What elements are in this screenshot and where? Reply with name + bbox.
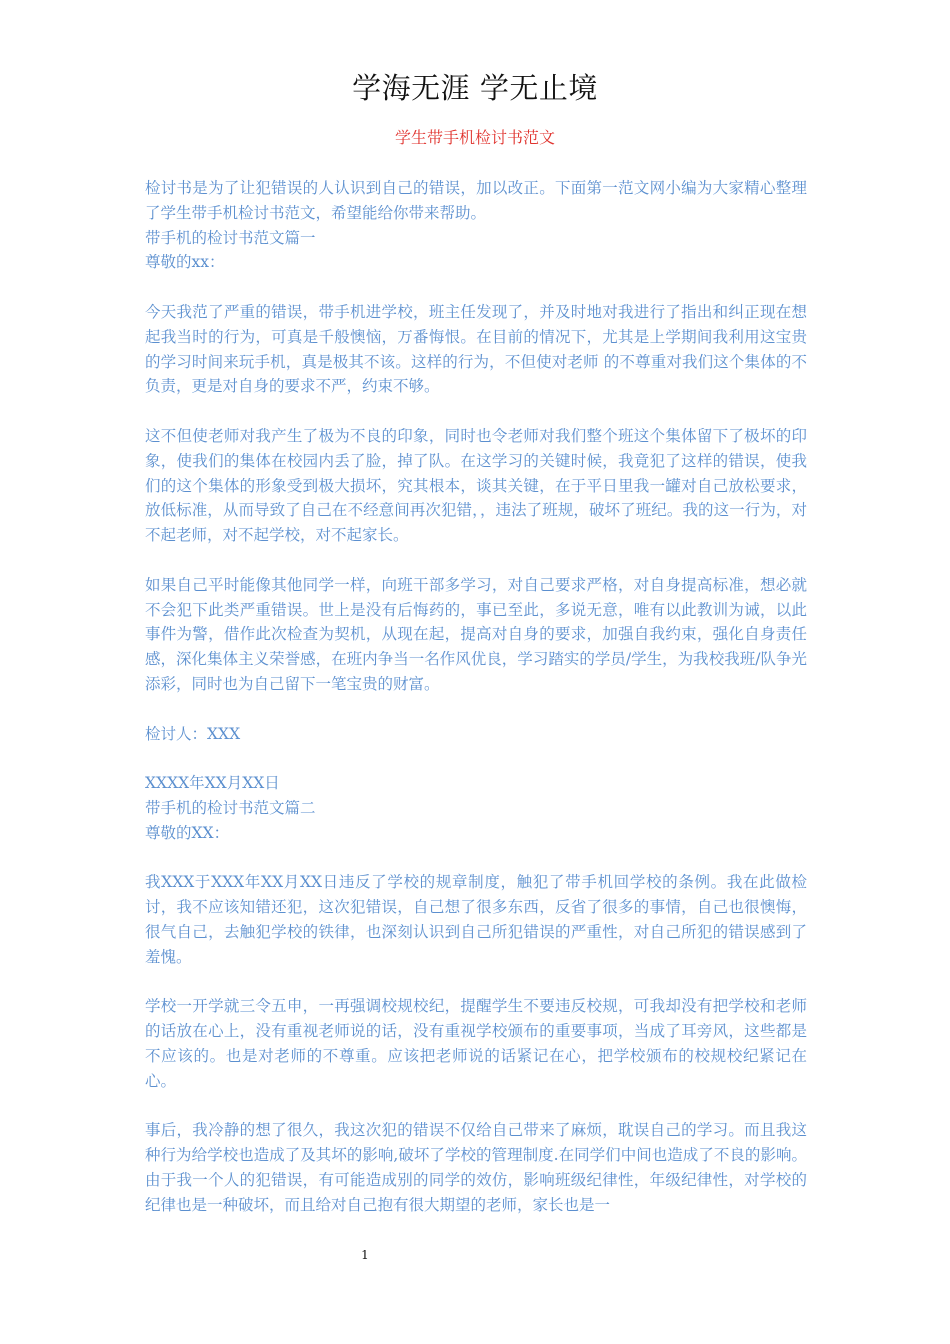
date-line: XXXX年XX月XX日 bbox=[145, 774, 280, 793]
body-paragraph: 事后，我冷静的想了很久，我这次犯的错误不仅给自己带来了麻烦，耽误自己的学习。而且我这种行为给学校也造成了及其坏的影响,破坏了学校的管理制度.在同学们中间也造成了不良的影响。由于我一个人的犯错误，有可能造成别的同学的效仿，影响班级纪律性，年级纪律性，对学校的纪律也是一种破坏，而且给对自己抱有很大期望的老师，家长也是一 bbox=[145, 1121, 807, 1214]
body-paragraph: 学校一开学就三令五申，一再强调校规校纪，提醒学生不要违反校规，可我却没有把学校和老师的话放在心上，没有重视老师说的话，没有重视学校颁布的重要事项，当成了耳旁风，这些都是不应该的。也是对老师的不尊重。应该把老师说的话紧记在心，把学校颁布的校规校纪紧记在心。 bbox=[145, 997, 807, 1090]
paragraph-gap bbox=[145, 1093, 807, 1118]
header-title: 学海无涯 学无止境 bbox=[352, 71, 598, 105]
signer-line: 检讨人：XXX bbox=[145, 724, 241, 743]
paragraph-gap bbox=[145, 399, 807, 424]
paragraph-gap bbox=[145, 548, 807, 573]
body-paragraph: 这不但使老师对我产生了极为不良的印象，同时也令老师对我们整个班这个集体留下了极坏的印象，使我们的集体在校园内丢了脸，掉了队。在这学习的关键时候，我竟犯了这样的错误，使我们的这个集体的形象受到极大损坏，究其根本，谈其关键，在于平日里我一罐对自己放松要求，放低标准，从而导致了自己在不经意间再次犯错，，违法了班规，破坏了班纪。我的这一行为，对不起老师，对不起学校，对不起家长。 bbox=[145, 426, 807, 545]
document-title: 学生带手机检讨书范文 bbox=[394, 128, 555, 147]
section-heading: 带手机的检讨书范文篇一 bbox=[145, 228, 316, 247]
body-paragraph: 如果自己平时能像其他同学一样，向班干部多学习，对自己要求严格，对自身提高标准，想必就不会犯下此类严重错误。世上是没有后悔药的，事已至此，多说无意，唯有以此教训为诫，以此事件为警，借作此次检查为契机，从现在起，提高对自身的要求，加强自我约束，强化自身责任感，深化集体主义荣誉感，在班内争当一名作风优良，学习踏实的学员/学生，为我校我班/队争光添彩，同时也为自己留下一笔宝贵的财富。 bbox=[145, 575, 807, 693]
section-heading: 带手机的检讨书范文篇二 bbox=[145, 798, 316, 817]
paragraph-gap bbox=[145, 697, 807, 722]
document-body bbox=[145, 176, 807, 1217]
intro-paragraph: 检讨书是为了让犯错误的人认识到自己的错误，加以改正。下面第一范文网小编为大家精心整理了学生带手机检讨书范文，希望能给你带来帮助。 bbox=[145, 179, 807, 222]
body-paragraph: 我XXX于XXX年XX月XX日违反了学校的规章制度，触犯了带手机回学校的条例。我在此做检讨，我不应该知错还犯，这次犯错误，自己想了很多东西，反省了很多的事情，自己也很懊悔，很气自己，去触犯学校的铁律，也深刻认识到自己所犯错误的严重性，对自己所犯的错误感到了羞愧。 bbox=[145, 873, 807, 966]
paragraph-gap bbox=[145, 970, 807, 995]
salutation: 尊敬的XX： bbox=[145, 823, 230, 842]
paragraph-gap bbox=[145, 275, 807, 300]
body-paragraph: 今天我范了严重的错误，带手机进学校，班主任发现了，并及时地对我进行了指出和纠正现在想起我当时的行为，可真是千般懊恼，万番悔恨。在目前的情况下，尤其是上学期间我利用这宝贵的学习时间来玩手机，真是极其不该。这样的行为，不但使对老师 的不尊重对我们这个集体的不负责，更是对自身的要求不严，约束不够。 bbox=[145, 302, 807, 396]
page-number: 1 bbox=[361, 1248, 369, 1262]
paragraph-gap bbox=[145, 846, 807, 871]
paragraph-gap bbox=[145, 746, 807, 771]
salutation: 尊敬的xx： bbox=[145, 253, 225, 272]
